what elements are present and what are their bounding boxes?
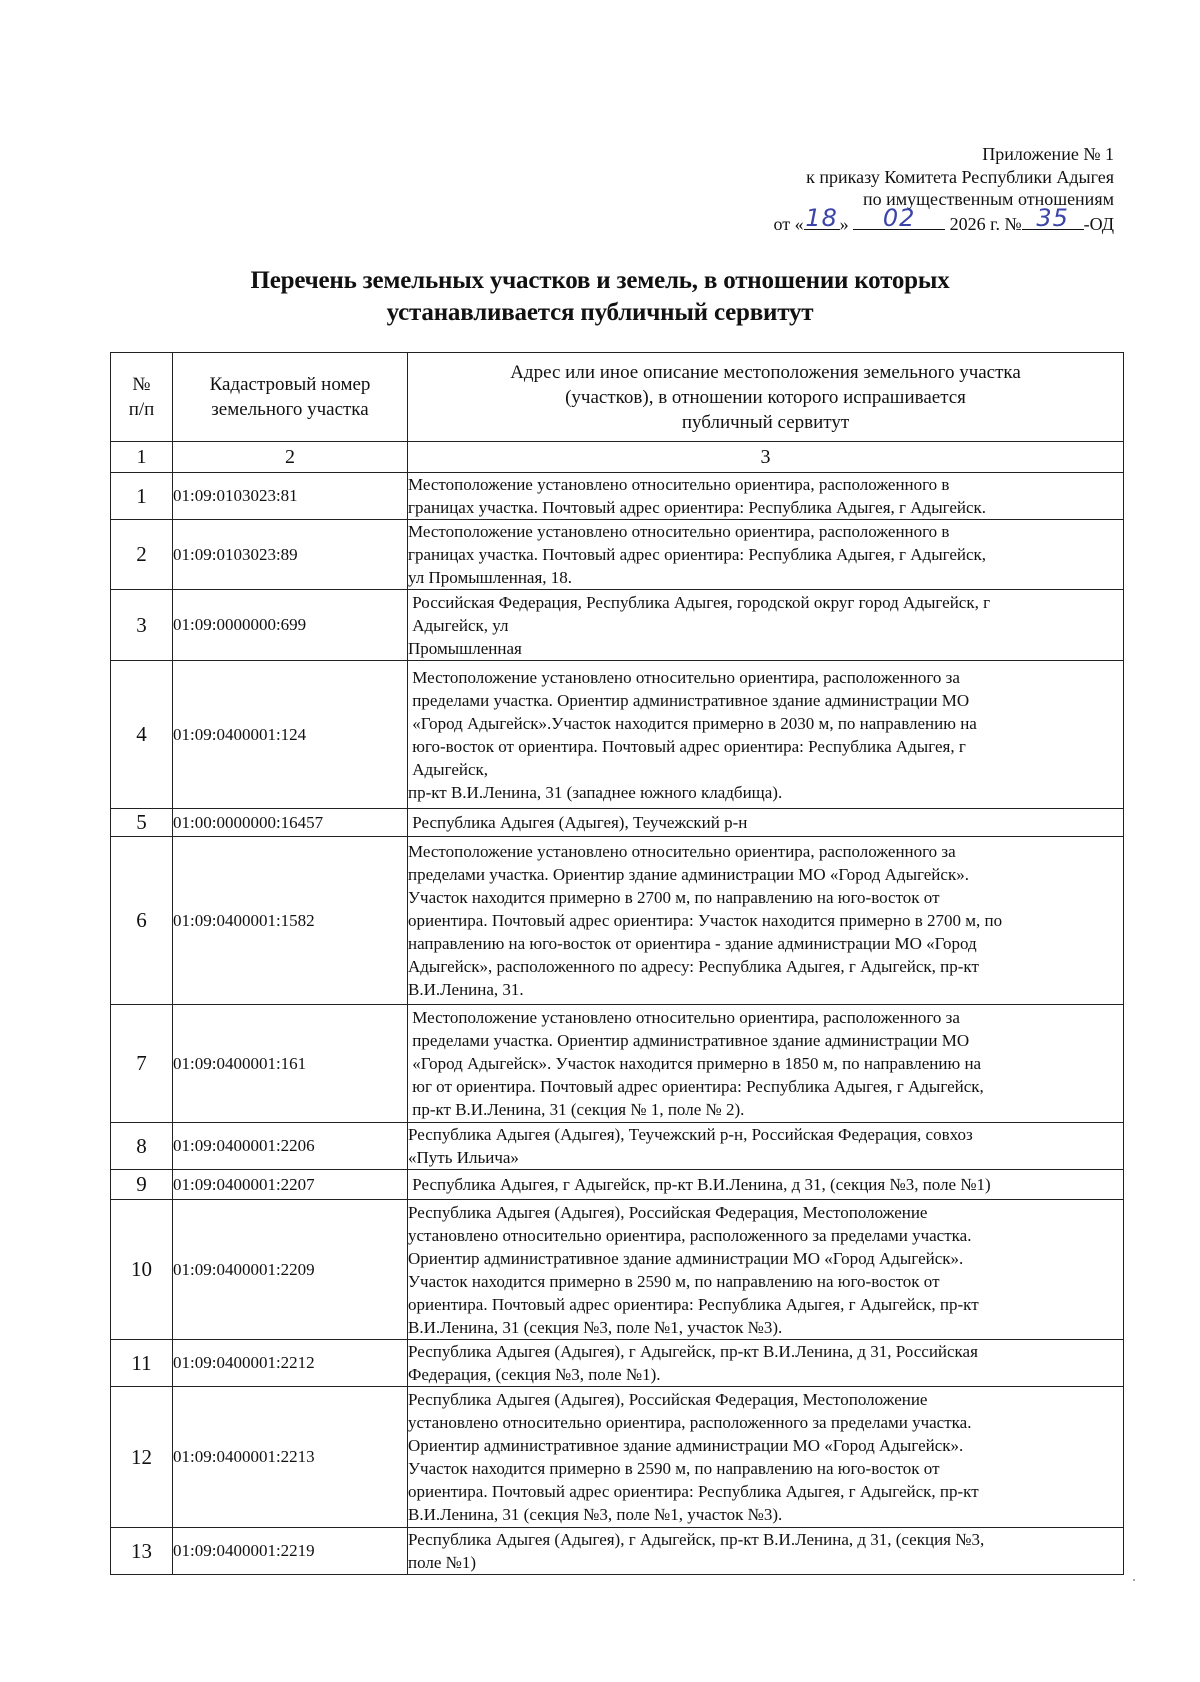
address-description — [408, 1170, 1124, 1200]
address-description — [408, 473, 1124, 520]
document-title: Перечень земельных участков и земель, в отношении которых устанавливается публичный сервитут — [250, 267, 950, 326]
cadastral-number: 01:09:0400001:2213 — [173, 1387, 408, 1528]
address-description — [408, 1528, 1124, 1575]
address-line: границах участка. Почтовый адрес ориентира: Республика Адыгея, г Адыгейск, — [408, 545, 987, 564]
table-row — [111, 1170, 1124, 1200]
address-description — [408, 520, 1124, 590]
row-number: 6 — [111, 837, 173, 1005]
table-row — [111, 590, 1124, 661]
address-line: Республика Адыгея (Адыгея), Российская Федерация, Местоположение — [408, 1202, 928, 1222]
date-day-field — [804, 203, 840, 232]
table-row — [111, 1123, 1124, 1170]
address-line: Адыгейск, ул — [408, 615, 509, 635]
address-line: Местоположение установлено относительно ориентира, расположенного за — [408, 667, 960, 687]
address-line: пределами участка. Ориентир здание администрации МО «Город Адыгейск». — [408, 865, 969, 884]
address-description — [408, 1387, 1124, 1528]
address-line: пр-кт В.И.Ленина, 31 (западнее южного кладбища). — [408, 782, 783, 802]
order-suffix: -ОД — [1083, 213, 1114, 234]
cadastral-number: 01:09:0103023:89 — [173, 520, 408, 590]
address-line: юго-восток от ориентира. Почтовый адрес ориентира: Республика Адыгея, г — [408, 736, 966, 756]
header-number: № п/п — [111, 353, 173, 442]
address-line: Республика Адыгея (Адыгея), Российская Федерация, Местоположение — [408, 1390, 928, 1409]
appendix-header — [773, 143, 1114, 235]
address-line: Участок находится примерно в 2700 м, по направлению на юго-восток от — [408, 888, 940, 907]
address-description — [408, 809, 1124, 837]
cadastral-number: 01:09:0400001:124 — [173, 661, 408, 809]
appendix-committee: по имущественным отношениям — [863, 189, 1114, 209]
address-line: юг от ориентира. Почтовый адрес ориентира: Республика Адыгея, г Адыгейск, — [408, 1077, 984, 1096]
address-line: ориентира. Почтовый адрес ориентира: Республика Адыгея, г Адыгейск, пр-кт — [408, 1294, 979, 1314]
address-line: границах участка. Почтовый адрес ориентира: Республика Адыгея, г Адыгейск. — [408, 498, 987, 517]
address-description — [408, 590, 1124, 661]
address-line: Местоположение установлено относительно ориентира, расположенного в — [408, 522, 950, 541]
address-line: Республика Адыгея (Адыгея), Теучежский р-н — [408, 813, 748, 832]
address-line: Адыгейск, — [408, 759, 489, 779]
row-number: 2 — [111, 520, 173, 590]
handwritten-order-number: 35 — [1036, 203, 1069, 232]
cadastral-number: 01:09:0400001:2207 — [173, 1170, 408, 1200]
column-number-row: 1 2 3 — [111, 442, 1124, 473]
address-line: пр-кт В.И.Ленина, 31 (секция № 1, поле № 2). — [408, 1100, 745, 1119]
address-line: Местоположение установлено относительно ориентира, расположенного за — [408, 842, 956, 861]
table-row — [111, 520, 1124, 590]
address-line: Российская Федерация, Республика Адыгея, городской округ город Адыгейск, г — [408, 592, 991, 612]
address-line: Промышленная — [408, 638, 522, 658]
address-line: В.И.Ленина, 31. — [408, 980, 524, 999]
address-line: Участок находится примерно в 2590 м, по направлению на юго-восток от — [408, 1459, 940, 1478]
address-line: В.И.Ленина, 31 (секция №3, поле №1, участок №3). — [408, 1505, 783, 1524]
table-row — [111, 661, 1124, 809]
row-number: 12 — [111, 1387, 173, 1528]
table-row — [111, 1005, 1124, 1123]
appendix-order-ref: к приказу Комитета Республики Адыгея — [806, 166, 1114, 187]
handwritten-day: 18 — [805, 203, 838, 232]
address-line: «Путь Ильича» — [408, 1148, 519, 1167]
cadastral-number: 01:09:0400001:1582 — [173, 837, 408, 1005]
address-line: Участок находится примерно в 2590 м, по направлению на юго-восток от — [408, 1271, 940, 1291]
address-line: установлено относительно ориентира, расположенного за пределами участка. — [408, 1225, 972, 1245]
table-body — [111, 473, 1124, 1575]
address-line: Республика Адыгея (Адыгея), Теучежский р-н, Российская Федерация, совхоз — [408, 1125, 973, 1144]
address-line: Республика Адыгея (Адыгея), г Адыгейск, пр-кт В.И.Ленина, д 31, Российская — [408, 1342, 978, 1361]
table-row — [111, 1528, 1124, 1575]
address-description — [408, 837, 1124, 1005]
cadastral-number: 01:09:0400001:161 — [173, 1005, 408, 1123]
address-description — [408, 1123, 1124, 1170]
address-line: установлено относительно ориентира, расположенного за пределами участка. — [408, 1413, 972, 1432]
table-row — [111, 1387, 1124, 1528]
row-number: 5 — [111, 809, 173, 837]
address-line: Ориентир административное здание администрации МО «Город Адыгейск». — [408, 1248, 964, 1268]
row-number: 9 — [111, 1170, 173, 1200]
row-number: 7 — [111, 1005, 173, 1123]
cadastral-number: 01:09:0000000:699 — [173, 590, 408, 661]
address-line: ориентира. Почтовый адрес ориентира: Республика Адыгея, г Адыгейск, пр-кт — [408, 1482, 979, 1501]
order-number-field — [1022, 203, 1084, 232]
row-number: 11 — [111, 1340, 173, 1387]
address-line: «Город Адыгейск». Участок находится примерно в 1850 м, по направлению на — [408, 1054, 982, 1073]
table-row — [111, 1200, 1124, 1340]
address-line: ориентира. Почтовый адрес ориентира: Участок находится примерно в 2700 м, по — [408, 911, 1003, 930]
row-number: 8 — [111, 1123, 173, 1170]
appendix-label: Приложение № 1 — [982, 144, 1114, 164]
address-line: Республика Адыгея (Адыгея), г Адыгейск, пр-кт В.И.Ленина, д 31, (секция №3, — [408, 1530, 985, 1549]
date-year: 2026 г. № — [949, 213, 1022, 234]
address-line: направлению на юго-восток от ориентира - здание администрации МО «Город — [408, 934, 977, 953]
address-line: Местоположение установлено относительно ориентира, расположенного в — [408, 475, 950, 494]
appendix-date-line: от « 18 » 02 2026 г. № 35 -ОД — [773, 203, 1114, 234]
address-line: ул Промышленная, 18. — [408, 568, 573, 587]
address-line: В.И.Ленина, 31 (секция №3, поле №1, участок №3). — [408, 1317, 783, 1337]
table-row — [111, 1340, 1124, 1387]
address-line: Ориентир административное здание администрации МО «Город Адыгейск». — [408, 1436, 964, 1455]
row-number: 1 — [111, 473, 173, 520]
date-month-field — [853, 203, 945, 232]
handwritten-month: 02 — [882, 203, 916, 232]
header-address: Адрес или иное описание местоположения земельного участка (участков), в отношении которого испрашивается публичный сервитут — [408, 353, 1124, 442]
address-description — [408, 1340, 1124, 1387]
row-number: 4 — [111, 661, 173, 809]
cadastral-number: 01:09:0400001:2206 — [173, 1123, 408, 1170]
address-line: пределами участка. Ориентир административное здание администрации МО — [408, 1031, 970, 1050]
cadastral-number: 01:09:0103023:81 — [173, 473, 408, 520]
row-number: 13 — [111, 1528, 173, 1575]
address-line: поле №1) — [408, 1553, 477, 1572]
land-plots-table — [110, 352, 1124, 1575]
scan-speck — [1133, 1579, 1135, 1581]
address-description — [408, 661, 1124, 809]
header-cadastral: Кадастровый номер земельного участка — [173, 353, 408, 442]
table-header-row — [111, 353, 1124, 442]
table-row — [111, 837, 1124, 1005]
cadastral-number: 01:09:0400001:2212 — [173, 1340, 408, 1387]
cadastral-number: 01:09:0400001:2219 — [173, 1528, 408, 1575]
row-number: 10 — [111, 1200, 173, 1340]
address-line: пределами участка. Ориентир административное здание администрации МО — [408, 690, 970, 710]
table-row — [111, 473, 1124, 520]
address-description — [408, 1200, 1124, 1340]
address-line: Республика Адыгея, г Адыгейск, пр-кт В.И.Ленина, д 31, (секция №3, поле №1) — [408, 1175, 991, 1194]
address-line: Местоположение установлено относительно ориентира, расположенного за — [408, 1008, 960, 1027]
address-line: Адыгейск», расположенного по адресу: Республика Адыгея, г Адыгейск, пр-кт — [408, 957, 979, 976]
address-description — [408, 1005, 1124, 1123]
cadastral-number: 01:09:0400001:2209 — [173, 1200, 408, 1340]
table-row — [111, 809, 1124, 837]
address-line: Федерация, (секция №3, поле №1). — [408, 1365, 661, 1384]
cadastral-number: 01:00:0000000:16457 — [173, 809, 408, 837]
address-line: «Город Адыгейск».Участок находится примерно в 2030 м, по направлению на — [408, 713, 977, 733]
row-number: 3 — [111, 590, 173, 661]
